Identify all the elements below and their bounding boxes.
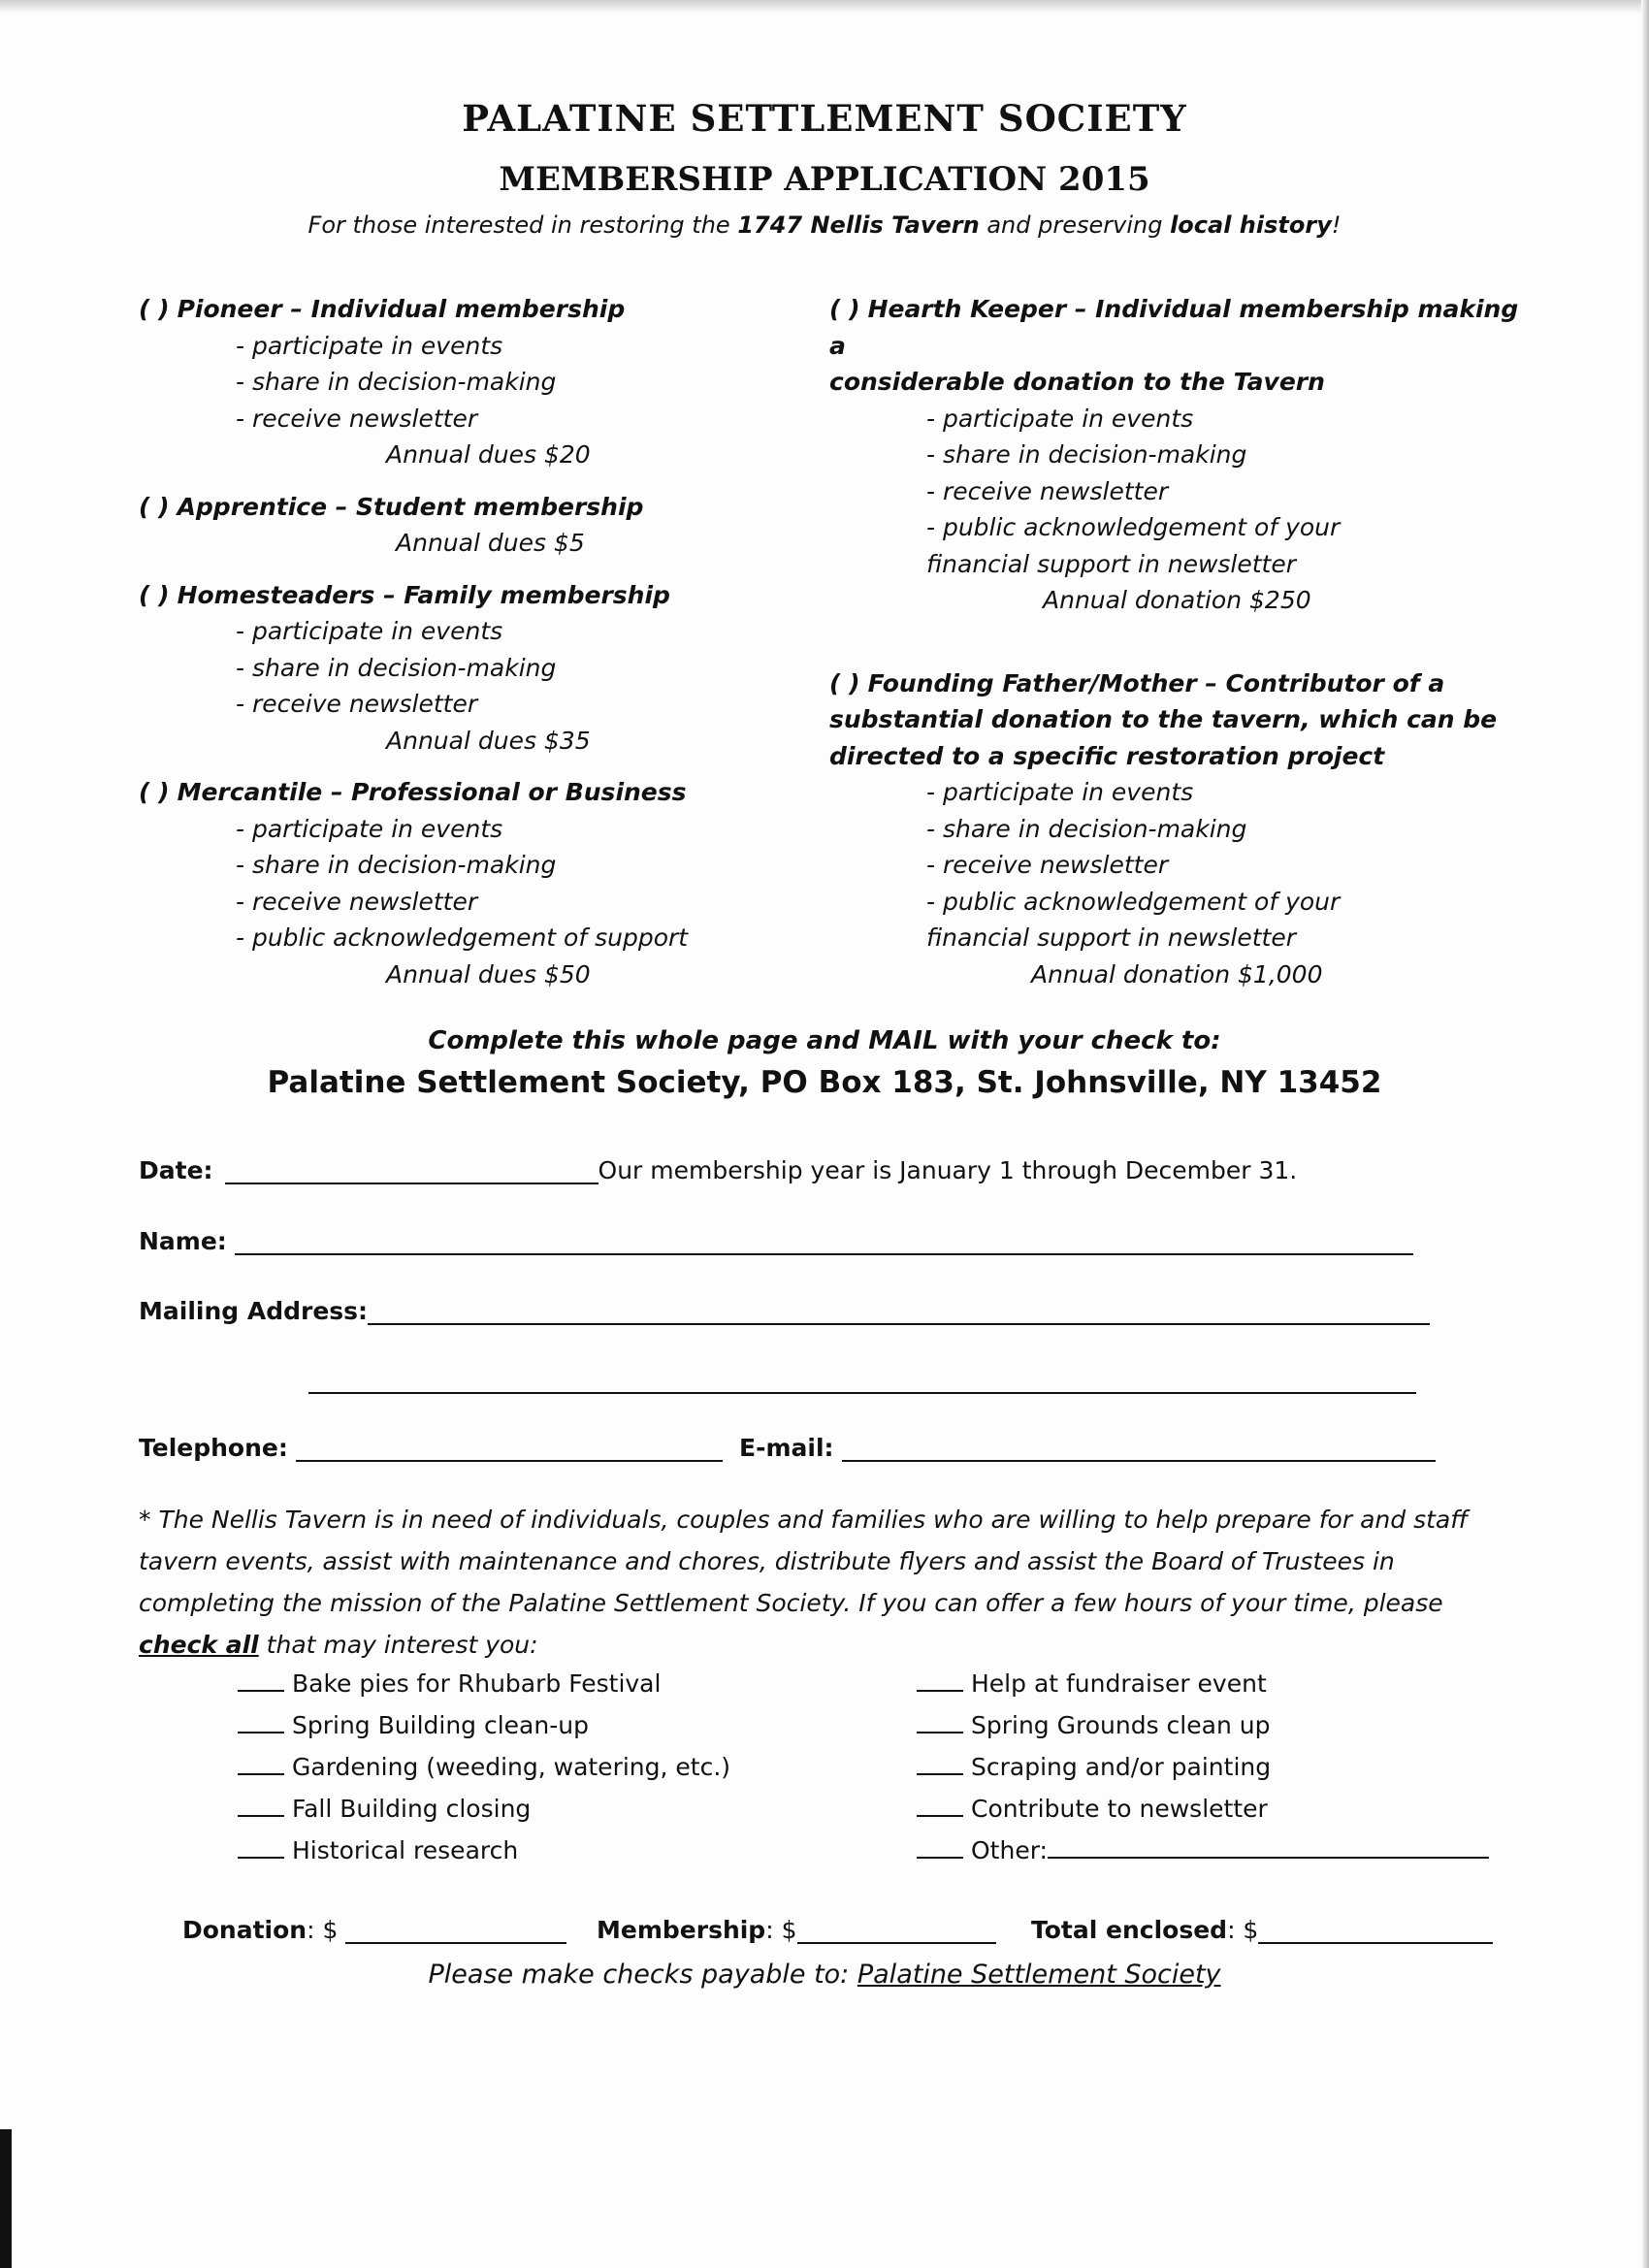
benefit: - public acknowledgement of your [926,513,1341,541]
address-row-2 [308,1367,1416,1394]
tiers-left [139,291,818,1008]
volunteer-option[interactable]: Spring Grounds clean up [917,1704,1489,1746]
tier-name: Mercantile – Professional or Business [177,778,687,806]
tier-mercantile [139,774,818,992]
tier-name-cont: substantial donation to the tavern, which can be [829,705,1498,733]
donation-row: Donation : $ [182,1916,566,1944]
tier-name-cont: directed to a specific restoration project [829,741,1385,770]
benefit: - receive newsletter [236,887,478,916]
address-label: Mailing Address: [139,1297,369,1325]
volunteer-option[interactable]: Help at fundraiser event [917,1663,1489,1704]
tier-dues: Annual donation $1,000 [1031,959,1323,988]
benefit: - share in decision-making [236,368,557,396]
tier-pioneer [139,291,818,473]
mail-address: Palatine Settlement Society, PO Box 183, St. Johnsville, NY 13452 [267,1065,1382,1100]
tier-dues: Annual dues $5 [396,529,585,557]
benefit: - participate in events [236,617,503,645]
check-blank[interactable] [238,1670,284,1692]
scan-edge-right [1641,0,1649,2268]
benefit: financial support in newsletter [926,549,1297,578]
date-row [139,1156,1297,1184]
benefit: - receive newsletter [236,690,478,718]
tier-checkbox[interactable]: ( ) [829,295,860,323]
check-blank[interactable] [917,1712,963,1733]
telephone-row [139,1434,723,1462]
telephone-label: Telephone: [139,1434,288,1462]
volunteer-option-other[interactable]: Other: [917,1830,1489,1871]
total-row: Total enclosed : $ [1031,1916,1493,1944]
check-blank[interactable] [238,1837,284,1859]
date-label: Date: [139,1156,213,1184]
donation-field[interactable] [345,1917,566,1944]
membership-field[interactable] [797,1917,996,1944]
benefit: - participate in events [926,778,1194,806]
benefit: - participate in events [236,331,503,360]
volunteer-list-right [917,1663,1489,1871]
benefit: - receive newsletter [926,851,1169,879]
check-blank[interactable] [238,1796,284,1817]
other-field[interactable] [1048,1837,1489,1859]
address-field[interactable] [368,1298,1430,1325]
scan-edge-top [0,0,1649,14]
benefit: - share in decision-making [236,851,557,879]
benefit: - receive newsletter [926,476,1169,505]
tier-founding [829,665,1528,993]
benefit: - participate in events [926,404,1194,433]
total-field[interactable] [1258,1917,1493,1944]
tier-apprentice [139,489,818,562]
tier-dues: Annual dues $35 [386,726,591,755]
benefit: - share in decision-making [236,653,557,682]
check-blank[interactable] [238,1712,284,1733]
form-title: MEMBERSHIP APPLICATION 2015 [499,160,1150,199]
email-label: E-mail: [739,1434,834,1462]
volunteer-paragraph: * The Nellis Tavern is in need of individuals, couples and families who are willing to help prepare for and staff tavern events, assist with maintenance and chores, distribute flyers and assist the Board of Trustees in completing the mission of the Palatine Settlement Society. If you can offer a few hours of your time, please check all that may interest you: [139,1506,1469,1659]
tier-checkbox[interactable]: ( ) [139,492,170,521]
tagline: For those interested in restoring the 1747 Nellis Tavern and preserving local history! [307,211,1342,239]
benefit: - public acknowledgement of your [926,887,1341,916]
org-title: PALATINE SETTLEMENT SOCIETY [462,97,1187,140]
benefit: - public acknowledgement of support [236,923,689,952]
benefit: - share in decision-making [926,440,1247,469]
tier-name: Pioneer – Individual membership [177,295,626,323]
tier-name: Apprentice – Student membership [177,492,644,521]
volunteer-option[interactable]: Historical research [238,1830,730,1871]
volunteer-option[interactable]: Spring Building clean-up [238,1704,730,1746]
payable-note: Please make checks payable to: Palatine Settlement Society [428,1960,1221,1990]
name-field[interactable] [235,1228,1413,1255]
membership-year-note: Our membership year is January 1 through December 31. [598,1156,1298,1184]
scan-edge-mark [0,2129,12,2268]
tier-name: Homesteaders – Family membership [177,580,670,609]
tier-checkbox[interactable]: ( ) [139,778,170,806]
membership-label: Membership [597,1916,766,1944]
check-blank[interactable] [917,1796,963,1817]
donation-label: Donation [182,1916,307,1944]
tier-checkbox[interactable]: ( ) [139,580,170,609]
volunteer-option[interactable]: Contribute to newsletter [917,1788,1489,1830]
email-row [739,1434,1436,1462]
email-field[interactable] [842,1435,1436,1462]
check-blank[interactable] [917,1837,963,1859]
tier-dues: Annual dues $50 [386,959,591,988]
mail-instruction: Complete this whole page and MAIL with your check to: [428,1026,1221,1055]
tier-homesteaders [139,577,818,760]
volunteer-option[interactable]: Gardening (weeding, watering, etc.) [238,1746,730,1788]
benefit: - receive newsletter [236,404,478,433]
check-blank[interactable] [238,1754,284,1775]
name-row [139,1227,1413,1255]
name-label: Name: [139,1227,227,1255]
volunteer-option[interactable]: Scraping and/or painting [917,1746,1489,1788]
total-label: Total enclosed [1031,1916,1228,1944]
benefit: - share in decision-making [926,814,1247,843]
address-row [139,1297,1430,1325]
address-field-line2[interactable] [308,1367,1416,1394]
volunteer-option[interactable]: Fall Building closing [238,1788,730,1830]
tier-name-cont: considerable donation to the Tavern [829,368,1325,396]
benefit: - participate in events [236,814,503,843]
membership-row: Membership : $ [597,1916,996,1944]
volunteer-list-left [238,1663,730,1871]
benefit: financial support in newsletter [926,923,1297,952]
tier-dues: Annual dues $20 [386,440,591,469]
tier-checkbox[interactable]: ( ) [139,295,170,323]
tier-hearth-keeper [829,291,1528,619]
tier-checkbox[interactable]: ( ) [829,668,860,697]
tiers-right [829,291,1528,1008]
telephone-field[interactable] [296,1435,723,1462]
check-blank[interactable] [917,1670,963,1692]
volunteer-option[interactable]: Bake pies for Rhubarb Festival [238,1663,730,1704]
check-blank[interactable] [917,1754,963,1775]
tier-name: Hearth Keeper – Individual membership making a [829,295,1519,360]
date-field[interactable] [225,1157,598,1184]
tier-dues: Annual donation $250 [1043,586,1311,614]
tier-name: Founding Father/Mother – Contributor of a [867,668,1445,697]
